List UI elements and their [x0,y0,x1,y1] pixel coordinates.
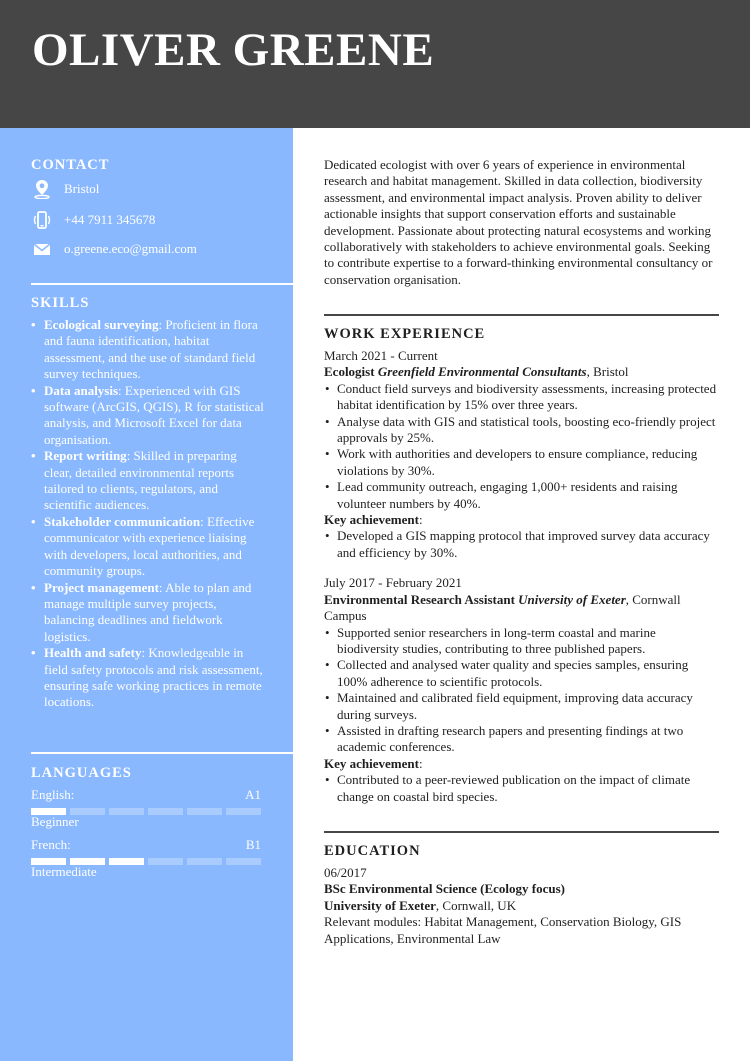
language-english [31,787,261,803]
language-french [31,837,261,853]
key-achievement-label: Key achievement: [324,755,423,771]
skill-item: • Data analysis: Experienced with GIS software (ArcGIS, QGIS), R for statistical analysis, and Microsoft Excel for data organisation. [31,383,264,449]
skills-list [31,317,264,711]
section-divider [324,831,719,833]
job-bullet: • Supported senior researchers in long-term coastal and marine biodiversity studies, contributing to three published papers. [324,625,719,658]
education-degree: BSc Environmental Science (Ecology focus) [324,881,565,897]
skills-section [31,294,264,711]
job-bullet: • Conduct field surveys and biodiversity assessments, increasing protected habitat identification by 15% over three years. [324,381,719,414]
education-school-line: University of Exeter, Cornwall, UK [324,897,517,913]
skill-item: • Stakeholder communication: Effective communicator with experience liaising with developers, local authorities, and community groups. [31,514,264,580]
contact-email: o.greene.eco@gmail.com [31,238,197,260]
education-date: 06/2017 [324,865,367,880]
contact-phone: +44 7911 345678 [31,209,155,231]
job-dates: March 2021 - Current [324,348,438,363]
job-bullet: • Analyse data with GIS and statistical tools, boosting eco-friendly project approvals by 25%. [324,414,719,447]
education-section [324,842,719,947]
job-bullet: • Collected and analysed water quality and species samples, ensuring 100% adherence to scientific protocols. [324,657,719,690]
language-level: Beginner [31,814,79,829]
language-name: English: [31,787,75,802]
job-title-line: Ecologist Greenfield Environmental Consultants, Bristol [324,364,629,380]
phone-icon [31,209,53,231]
sidebar [0,128,293,1061]
envelope-icon [31,238,53,260]
job-title-line: Environmental Research Assistant University of Exeter, Cornwall Campus [324,591,681,624]
level-segment-empty [187,808,222,815]
sidebar-divider [31,283,293,285]
job-entry [324,348,719,561]
skill-item: • Project management: Able to plan and manage multiple survey projects, balancing deadlines and fieldwork logistics. [31,580,264,646]
key-achievement-label: Key achievement: [324,512,423,528]
sidebar-divider [31,752,293,754]
skill-item: • Report writing: Skilled in preparing clear, detailed environmental reports tailored to clients, regulators, and scientific audiences. [31,448,264,514]
level-segment-empty [109,808,144,815]
job-bullets [324,381,719,512]
contact-heading: CONTACT [31,157,110,173]
education-modules: Relevant modules: Habitat Management, Conservation Biology, GIS Applications, Environmental Law [324,914,682,946]
location-pin-icon [31,178,53,200]
resume-header [0,0,750,128]
skills-heading: SKILLS [31,295,90,311]
section-divider [324,314,719,316]
skill-item: • Ecological surveying: Proficient in flora and fauna identification, habitat assessment, and the use of standard field survey techniques. [31,317,264,383]
job-entry [324,575,719,805]
skill-item: • Health and safety: Knowledgeable in field safety protocols and risk assessment, ensuring safe working practices in remote locations. [31,645,264,711]
job-bullet: • Maintained and calibrated field equipment, improving data accuracy during surveys. [324,690,719,723]
job-bullet: • Assisted in drafting research papers and presenting findings at two academic conferences. [324,723,719,756]
contact-location: Bristol [31,178,99,200]
key-achievement-list [324,528,719,561]
language-code: A1 [245,787,261,802]
language-name: French: [31,837,71,852]
work-experience-section [324,325,719,805]
level-segment-empty [187,858,222,865]
job-bullet: • Lead community outreach, engaging 1,000+ residents and raising volunteer numbers by 40%. [324,479,719,512]
job-bullet: • Work with authorities and developers to ensure compliance, reducing violations by 30%. [324,446,719,479]
job-bullets [324,625,719,756]
profile-summary: Dedicated ecologist with over 6 years of experience in environmental research and habitat management. Skilled in data collection, biodiversity assessment, and environmental impact analysis. Proven ability to deliver actionable insights that support conservation efforts and sustainable development. Passionate about protecting natural ecosystems and working collaboratively with stakeholders to achieve environmental goals. Seeking to contribute expertise to a forward-thinking environmental consultancy or conservation organisation. [324,157,713,287]
level-segment-empty [226,858,261,865]
education-heading: EDUCATION [324,843,421,859]
key-achievement-list [324,772,719,805]
language-level: Intermediate [31,864,97,879]
key-achievement: • Contributed to a peer-reviewed publication on the impact of climate change on coastal bird species. [324,772,719,805]
level-segment-empty [226,808,261,815]
language-code: B1 [245,837,261,852]
level-segment-filled [109,858,144,865]
level-segment-empty [148,808,183,815]
job-dates: July 2017 - February 2021 [324,575,462,591]
level-segment-empty [148,858,183,865]
languages-heading: LANGUAGES [31,765,132,781]
candidate-name: OLIVER GREENE [32,24,435,76]
work-heading: WORK EXPERIENCE [324,326,486,342]
key-achievement: • Developed a GIS mapping protocol that improved survey data accuracy and efficiency by 30%. [324,528,719,561]
